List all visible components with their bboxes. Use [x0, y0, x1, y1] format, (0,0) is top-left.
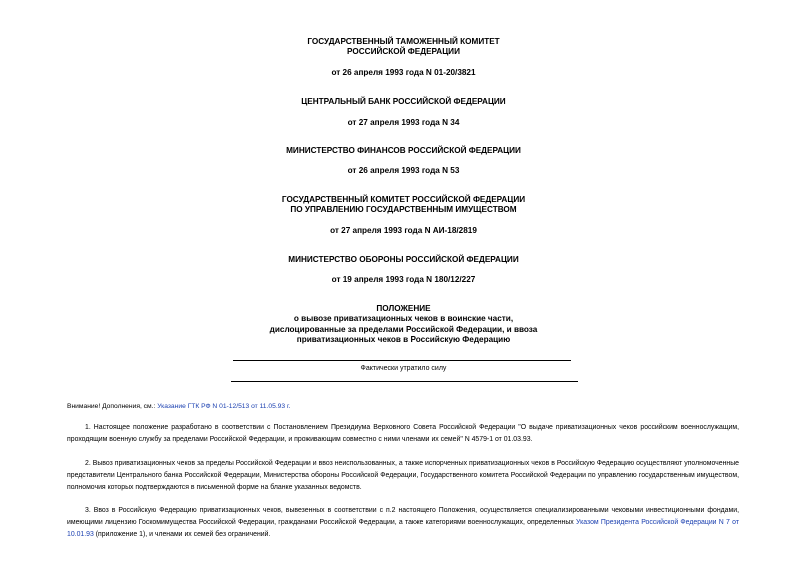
header-property-committee-date [0, 226, 807, 236]
header-customs-committee [0, 37, 807, 58]
paragraph-text: 3. Ввоз в Российскую Федерацию приватизационных чеков, вывезенных в соответствии с п.2 настоящего Положения, осуществляется специализированными чековыми инвестиционными фондами, имеющими лицензию Госкомимущества Российской Федерации, гражданами Российской Федерации, а также категориями военнослужащих, определенных [67, 507, 739, 526]
document-title [0, 304, 807, 346]
header-central-bank [0, 97, 807, 107]
header-line: ЦЕНТРАЛЬНЫЙ БАНК РОССИЙСКОЙ ФЕДЕРАЦИИ [301, 97, 506, 106]
header-central-bank-date [0, 118, 807, 128]
header-line: от 26 апреля 1993 года N 01-20/3821 [331, 68, 476, 77]
divider-top [233, 360, 571, 361]
header-line: ПО УПРАВЛЕНИЮ ГОСУДАРСТВЕННЫМ ИМУЩЕСТВОМ [290, 205, 517, 215]
header-line: ГОСУДАРСТВЕННЫЙ ТАМОЖЕННЫЙ КОМИТЕТ [307, 37, 500, 46]
header-defense-ministry-date [0, 275, 807, 285]
title-line: о вывозе приватизационных чеков в воинские части, [293, 314, 514, 324]
title-line: дислоцированные за пределами Российской Федерации, и ввоза [269, 324, 538, 334]
divider-bottom [231, 381, 578, 382]
paragraph-text: 2. Вывоз приватизационных чеков за пределы Российской Федерации и ввоз неиспользованных, а также испорченных приватизационных чеков в Российскую Федерацию осуществляют уполномоченные представители Центрального банка Российской Федерации, Министерства обороны Российской Федерации, Государственного комитета Российской Федерации по управлению государственным имуществом, полномочия которых подтверждаются в письменной форме на бланке указанных ведомств. [67, 460, 739, 491]
header-property-committee [0, 195, 807, 216]
paragraph-1 [67, 422, 739, 446]
header-defense-ministry [0, 255, 807, 265]
header-line: от 27 апреля 1993 года N АИ-18/2819 [330, 226, 477, 235]
title-line: ПОЛОЖЕНИЕ [376, 304, 431, 313]
header-line: от 26 апреля 1993 года N 53 [347, 166, 460, 175]
header-customs-date [0, 68, 807, 78]
paragraph-2 [67, 458, 739, 493]
decree-link[interactable]: Указом Президента Российской Федерации N 7 от 10.01.93 [67, 518, 739, 538]
attention-prefix: Внимание! Дополнения, см.: [67, 403, 158, 410]
header-line: от 27 апреля 1993 года N 34 [347, 118, 460, 127]
paragraph-text: (приложение 1), и членами их семей без ограничений. [93, 530, 271, 538]
header-line: МИНИСТЕРСТВО ФИНАНСОВ РОССИЙСКОЙ ФЕДЕРАЦИИ [286, 146, 521, 155]
header-finance-ministry-date [0, 166, 807, 176]
status-note: Фактически утратило силу [360, 365, 447, 372]
header-line: от 19 апреля 1993 года N 180/12/227 [331, 275, 476, 284]
paragraph-3 [67, 505, 739, 540]
title-line: приватизационных чеков в Российскую Федерацию [296, 335, 511, 345]
paragraph-text: 1. Настоящее положение разработано в соответствии с Постановлением Президиума Верховного Совета Российской Федерации "О выдаче приватизационных чеков российским военнослужащим, проходящим военную службу за пределами Российской Федерации, и проживающим совместно с ними членами их семей" N 4579-1 от 01.03.93. [67, 424, 739, 443]
header-finance-ministry [0, 146, 807, 156]
header-line: РОССИЙСКОЙ ФЕДЕРАЦИИ [347, 47, 460, 57]
header-line: МИНИСТЕРСТВО ОБОРОНЫ РОССИЙСКОЙ ФЕДЕРАЦИИ [288, 255, 519, 264]
attention-link[interactable]: Указание ГТК РФ N 01-12/513 от 11.05.93 г. [157, 403, 291, 410]
attention-notice [67, 401, 739, 413]
header-line: ГОСУДАРСТВЕННЫЙ КОМИТЕТ РОССИЙСКОЙ ФЕДЕРАЦИИ [281, 195, 526, 204]
